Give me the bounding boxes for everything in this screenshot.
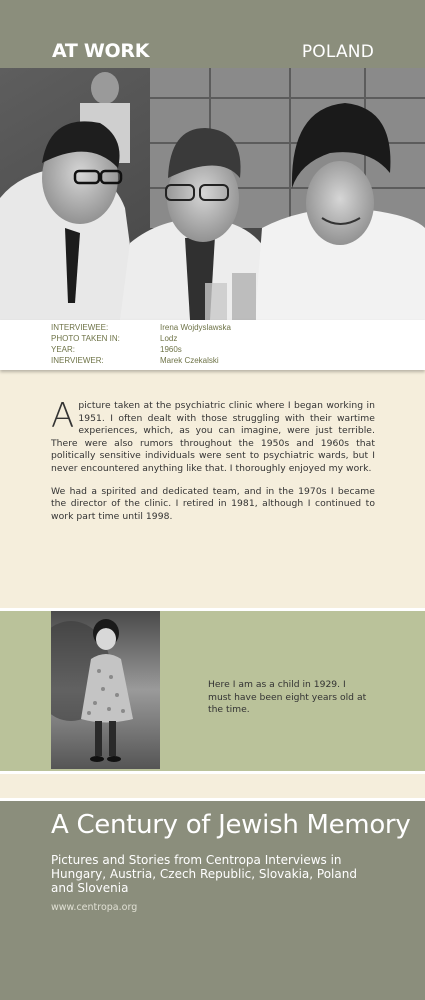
info-label: INERVIEWER: (51, 356, 104, 365)
drop-cap: A (51, 396, 75, 436)
header-bar (0, 0, 425, 68)
childhood-panel (0, 611, 425, 771)
info-table (0, 320, 425, 370)
info-label: YEAR: (51, 345, 76, 354)
info-value: Irena Wojdyslawska (160, 323, 231, 332)
info-row (0, 345, 425, 355)
story-paragraph (51, 396, 375, 476)
main-photo-image (0, 68, 425, 320)
footer-title: A Century of Jewish Memory (51, 810, 411, 840)
info-value: 1960s (160, 345, 182, 354)
childhood-photo (51, 611, 160, 769)
info-value: Marek Czekalski (160, 356, 219, 365)
story-paragraph-1: picture taken at the psychiatric clinic where I began working in 1951. I often dealt with those struggling with their wartime experiences, which, as you can imagine, were just terrible. There were also rumors throughout the 1950s and 1960s that politically sensitive individuals were sent to psychiatric wards, but I never encountered anything like that. I thoroughly enjoyed my work. (51, 400, 375, 474)
story-paragraph-2: We had a spirited and dedicated team, and in the 1970s I became the director of the clinic. I retired in 1981, although I continued to work part time until 1998. (51, 485, 375, 522)
footer-link[interactable]: www.centropa.org (51, 902, 138, 913)
story-text (51, 396, 375, 533)
cream-strip (0, 774, 425, 798)
info-row (0, 334, 425, 344)
info-row (0, 356, 425, 366)
country-label: POLAND (301, 42, 374, 62)
footer-subtitle: Pictures and Stories from Centropa Interviews in Hungary, Austria, Czech Republic, Slovakia, Poland and Slovenia (51, 853, 357, 895)
story-panel (0, 370, 425, 608)
info-label: PHOTO TAKEN IN: (51, 334, 120, 343)
info-value: Lodz (160, 334, 178, 343)
section-title: AT WORK (52, 40, 150, 62)
childhood-photo-image (51, 611, 160, 769)
childhood-caption: Here I am as a child in 1929. I must have been eight years old at the time. (208, 679, 367, 715)
info-row (0, 323, 425, 333)
main-photo (0, 68, 425, 320)
info-label: INTERVIEWEE: (51, 323, 109, 332)
footer (0, 801, 425, 1000)
